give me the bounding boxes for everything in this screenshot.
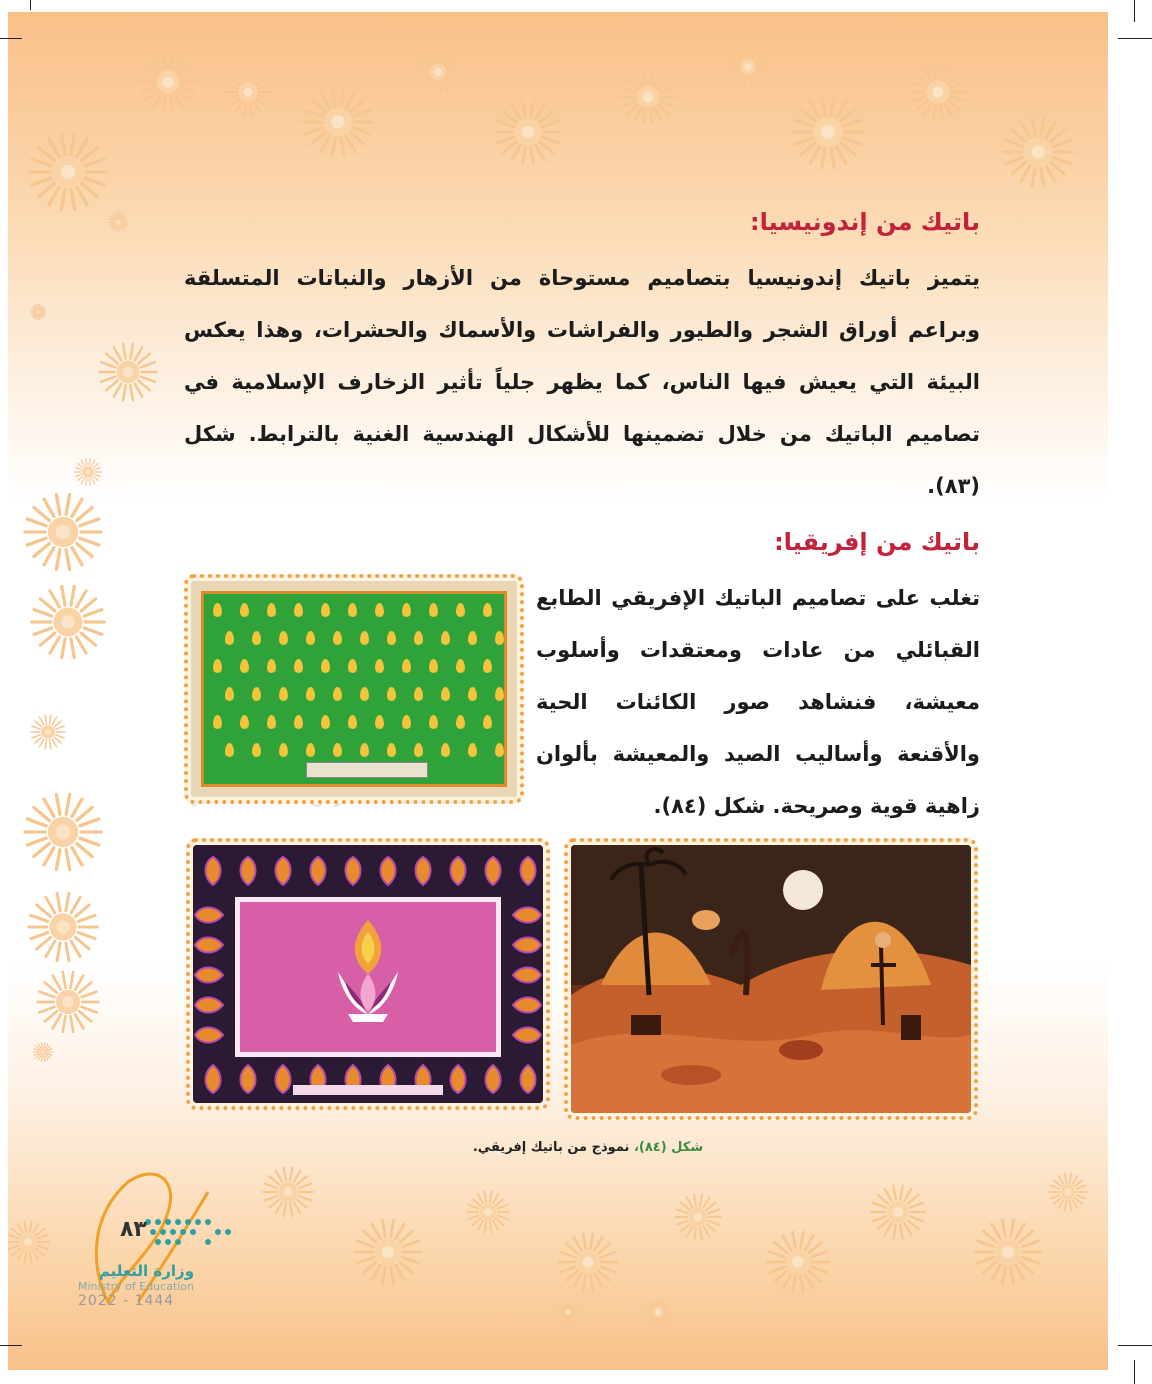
african-scene-painting [571,845,971,1113]
teardrop-motif [348,659,357,673]
teardrop-motif [267,603,276,617]
sun-flower-icon [23,792,103,872]
teardrop-motif [387,687,396,701]
petal-motif [513,1028,541,1043]
sun-flower-icon [558,1302,578,1322]
teardrop-motif [360,687,369,701]
teardrop-motif [429,659,438,673]
sun-flower-icon [416,50,460,94]
petal-motif [451,1065,466,1093]
teardrop-motif [213,659,222,673]
sun-flower-icon [1002,116,1074,188]
teardrop-motif [240,715,249,729]
teardrop-motif [267,659,276,673]
petal-motif [241,857,256,885]
crop-mark [1118,1345,1152,1346]
petal-motif [513,998,541,1013]
teardrop-motif [213,715,222,729]
sun-flower-icon [790,94,866,170]
teardrop-motif [483,659,492,673]
fabric-label-strip-pink [293,1085,443,1095]
sun-flower-icon [108,212,128,232]
paragraph-africa: تغلب على تصاميم الباتيك الإفريقي الطابع القبائلي من عادات ومعتقدات وأسلوب معيشة، فنشاهد صور الكائنات الحية والأقنعة وأساليب الصيد والمعيشة بألوان زاهية قوية وصريحة. شكل (٨٤). [536,586,980,818]
sun-flower-icon [466,1190,510,1234]
sun-flower-icon [27,891,99,963]
teardrop-motif [333,687,342,701]
petal-motif [311,857,326,885]
teardrop-motif [414,687,423,701]
african-scene-batik-image [564,838,978,1120]
teardrop-motif [333,743,342,757]
teardrop-motif [456,659,465,673]
teardrop-motif [333,631,342,645]
teardrop-motif [414,631,423,645]
petal-motif [486,857,501,885]
sun-flower-icon [908,62,968,122]
sun-flower-icon [674,1193,722,1241]
teardrop-motif [441,687,450,701]
teardrop-motif [456,603,465,617]
teardrop-motif [402,715,411,729]
sun-flower-icon [728,47,768,87]
teardrop-motif [483,603,492,617]
teardrop-motif [387,743,396,757]
teardrop-motif [348,715,357,729]
sun-flower-icon [354,1218,422,1286]
teardrop-motif [402,603,411,617]
teardrop-motif [279,631,288,645]
teardrop-motif [495,687,504,701]
petal-motif [195,1028,223,1043]
edition-year: 2022 - 1444 [78,1293,175,1309]
sun-flower-icon [262,1166,314,1218]
crop-mark [1134,0,1135,22]
sun-flower-icon [36,970,100,1034]
teardrop-motif [468,631,477,645]
pink-batik-panel [235,897,501,1057]
teardrop-motif [294,603,303,617]
sun-flower-icon [8,1220,50,1264]
teardrop-motif [429,715,438,729]
teardrop-motif [213,603,222,617]
heading-indonesia: باتيك من إندونيسيا: [749,208,980,236]
sun-flower-icon [644,1298,672,1326]
teardrop-motif [375,715,384,729]
sun-flower-icon [30,714,66,750]
fabric-label-strip [306,762,428,778]
teardrop-motif [321,715,330,729]
petal-motif [513,938,541,953]
teardrop-motif [441,631,450,645]
sun-flower-icon [558,1232,618,1292]
crop-mark [30,0,31,10]
petal-motif [416,857,431,885]
petal-motif [276,857,291,885]
teardrop-motif [306,631,315,645]
sun-flower-icon [138,52,198,112]
page [8,12,1108,1370]
ministry-logo [78,1262,194,1309]
teardrop-motif [495,743,504,757]
petal-motif [513,908,541,923]
petal-motif [241,1065,256,1093]
sun-flower-icon [974,1218,1042,1286]
sun-flower-icon [74,458,102,486]
sun-flower-icon [766,1230,830,1294]
petal-motif [521,857,536,885]
teardrop-motif [360,743,369,757]
crop-mark [0,1345,22,1346]
teardrop-motif [441,743,450,757]
page-number: ٨٣ [120,1217,147,1242]
teardrop-motif [495,631,504,645]
figure-caption-text: نموذج من باتيك إفريقي. [472,1140,630,1155]
crop-mark [0,38,22,39]
sun-flower-icon [30,304,46,320]
teardrop-motif [252,687,261,701]
petal-motif [206,857,221,885]
sun-flower-icon [224,68,272,116]
ministry-name-ar: وزارة التعليم [98,1262,195,1280]
teardrop-motif [456,715,465,729]
petal-motif [513,968,541,983]
figure-caption [438,1140,738,1155]
teardrop-motif [387,631,396,645]
teardrop-motif [294,715,303,729]
figure-caption-label: شكل (٨٤)، [633,1140,704,1155]
teardrop-motif [348,603,357,617]
heading-africa: باتيك من إفريقيا: [774,528,980,556]
teardrop-motif [267,715,276,729]
pink-lotus-batik-image [186,838,550,1110]
petal-motif [195,938,223,953]
crop-mark [1134,1360,1135,1384]
ministry-name-en: Ministry of Education [78,1280,195,1293]
teardrop-motif [306,743,315,757]
petal-motif [346,857,361,885]
petal-motif [381,857,396,885]
petal-motif [451,857,466,885]
sun-flower-icon [870,1184,926,1240]
teardrop-motif [240,603,249,617]
lotus-icon [240,902,496,1052]
teardrop-motif [375,603,384,617]
teardrop-motif [360,631,369,645]
petal-motif [195,968,223,983]
teardrop-motif [321,659,330,673]
teardrop-motif [240,659,249,673]
sun-flower-icon [494,98,562,166]
teardrop-motif [414,743,423,757]
petal-motif [206,1065,221,1093]
teardrop-motif [225,631,234,645]
sun-flower-icon [28,132,108,212]
teardrop-motif [279,743,288,757]
petal-motif [486,1065,501,1093]
sun-flower-icon [1048,1172,1088,1212]
sun-flower-icon [33,1042,53,1062]
teardrop-motif [468,687,477,701]
sun-flower-icon [620,69,676,125]
teardrop-motif [429,603,438,617]
teardrop-motif [252,743,261,757]
teardrop-motif [225,687,234,701]
crop-mark [1118,38,1152,39]
teardrop-motif [402,659,411,673]
paragraph-indonesia: يتميز باتيك إندونيسيا بتصاميم مستوحاة من الأزهار والنباتات المتسلقة وبراعم أوراق الشجر والطيور والفراشات والأسماك والحشرات، وهذا يعكس البيئة التي يعيش فيها الناس، كما يظهر جلياً تأثير الزخارف الإسلامية في تصاميم الباتيك من خلال تضمينها للأشكال الهندسية الغنية بالترابط. شكل (٨٣). [184,266,980,498]
teardrop-motif [306,687,315,701]
petal-motif [195,998,223,1013]
teardrop-motif [483,715,492,729]
petal-motif [195,908,223,923]
teardrop-motif [225,743,234,757]
sun-flower-icon [23,492,103,572]
teardrop-motif [294,659,303,673]
petal-motif [521,1065,536,1093]
sun-flower-icon [98,342,158,402]
green-batik-image [184,574,524,804]
teardrop-motif [279,687,288,701]
sun-flower-icon [302,86,374,158]
sun-flower-icon [30,584,106,660]
teardrop-motif [252,631,261,645]
petal-motif [276,1065,291,1093]
teardrop-motif [321,603,330,617]
teardrop-motif [468,743,477,757]
teardrop-motif [375,659,384,673]
